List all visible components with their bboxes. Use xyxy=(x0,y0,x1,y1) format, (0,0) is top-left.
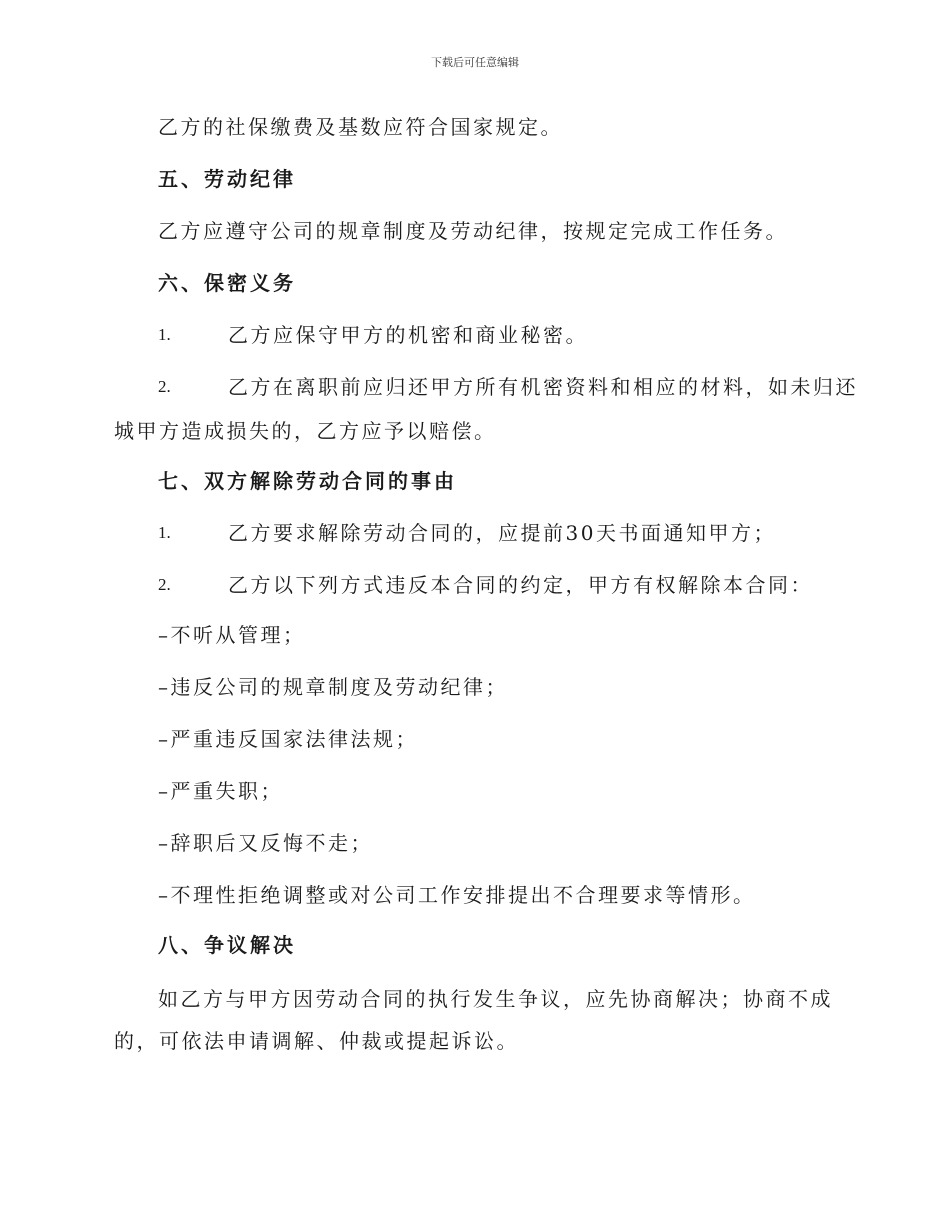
list-number: 1. xyxy=(158,523,171,542)
section-heading-6: 六、保密义务 xyxy=(158,271,296,295)
section-heading-5: 五、劳动纪律 xyxy=(158,167,296,191)
bullet-item: –不理性拒绝调整或对公司工作安排提出不合理要求等情形。 xyxy=(158,883,756,907)
list-number: 2. xyxy=(158,575,171,594)
paragraph-social-security: 乙方的社保缴费及基数应符合国家规定。 xyxy=(158,115,563,139)
list-item: 乙方应保守甲方的机密和商业秘密。 xyxy=(228,323,588,347)
paragraph-labor-discipline: 乙方应遵守公司的规章制度及劳动纪律，按规定完成工作任务。 xyxy=(158,219,788,243)
bullet-item: –严重违反国家法律法规； xyxy=(158,727,418,751)
section-heading-8: 八、争议解决 xyxy=(158,933,296,957)
bullet-item: –严重失职； xyxy=(158,779,283,803)
bullet-item: –违反公司的规章制度及劳动纪律； xyxy=(158,675,508,699)
list-item: 乙方以下列方式违反本合同的约定，甲方有权解除本合同： xyxy=(228,573,813,597)
list-item-continuation: 城甲方造成损失的，乙方应予以赔偿。 xyxy=(114,419,497,443)
bullet-item: –不听从管理； xyxy=(158,623,306,647)
list-item: 乙方要求解除劳动合同的，应提前30天书面通知甲方； xyxy=(228,521,776,545)
page-header: 下载后可任意编辑 xyxy=(431,56,519,69)
list-number: 2. xyxy=(158,377,171,396)
bullet-item: –辞职后又反悔不走； xyxy=(158,831,373,855)
list-item: 乙方在离职前应归还甲方所有机密资料和相应的材料，如未归还 xyxy=(228,375,858,399)
section-heading-7: 七、双方解除劳动合同的事由 xyxy=(158,469,457,493)
list-number: 1. xyxy=(158,325,171,344)
paragraph-dispute: 如乙方与甲方因劳动合同的执行发生争议，应先协商解决；协商不成 xyxy=(158,987,833,1011)
paragraph-dispute-continuation: 的，可依法申请调解、仲裁或提起诉讼。 xyxy=(114,1029,519,1053)
